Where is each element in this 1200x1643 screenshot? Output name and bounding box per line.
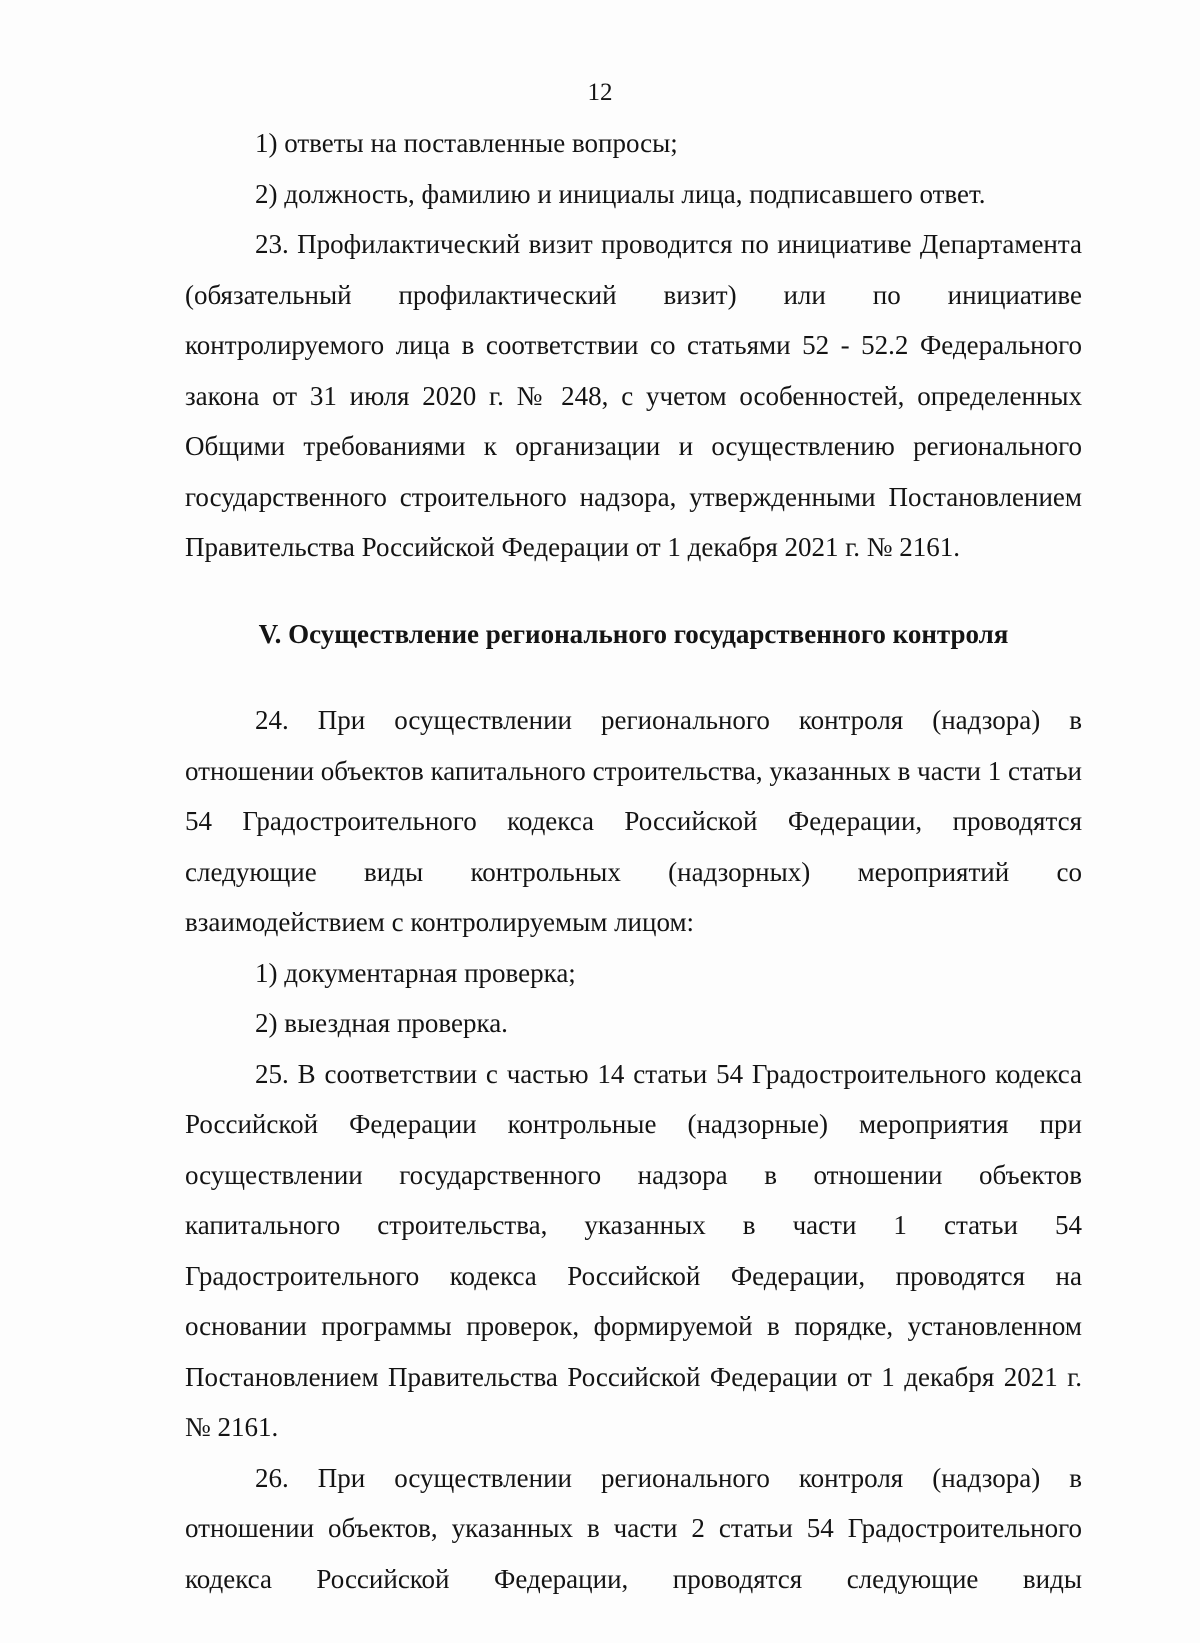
- paragraph-24: 24. При осуществлении регионального контроля (надзора) в отношении объектов капитального строительства, указанных в части 1 статьи 54 Градостроительного кодекса Российской Федерации, проводятся следующие виды контрольных (надзорных) мероприятий со взаимодействием с контролируемым лицом:: [185, 705, 1082, 937]
- list-item-field-check: 2) выездная проверка.: [255, 1008, 508, 1038]
- list-item-documentary-check: 1) документарная проверка;: [255, 957, 576, 988]
- section-heading: V. Осуществление регионального государственного контроля: [258, 618, 1009, 649]
- list-item-answers: 1) ответы на поставленные вопросы;: [255, 128, 678, 158]
- paragraph-26: 26. При осуществлении регионального контроля (надзора) в отношении объектов, указанных в части 2 статьи 54 Градостроительного кодекса Российской Федерации, проводятся следующие виды: [185, 1462, 1082, 1594]
- list-item-signatory: 2) должность, фамилию и инициалы лица, подписавшего ответ.: [255, 178, 986, 209]
- paragraph-23: 23. Профилактический визит проводится по инициативе Департамента (обязательный профилактический визит) или по инициативе контролируемого лица в соответствии со статьями 52 - 52.2 Федерального закона от 31 июля 2020 г. № 248, с учетом особенностей, определенных Общими требованиями к организации и осуществлению регионального государственного строительного надзора, утвержденными Постановлением Правительства Российской Федерации от 1 декабря 2021 г. № 2161.: [185, 229, 1082, 562]
- paragraph-25: 25. В соответствии с частью 14 статьи 54 Градостроительного кодекса Российской Федерации контрольные (надзорные) мероприятия при осуществлении государственного надзора в отношении объектов капитального строительства, указанных в части 1 статьи 54 Градостроительного кодекса Российской Федерации, проводятся на основании программы проверок, формируемой в порядке, установленном Постановлением Правительства Российской Федерации от 1 декабря 2021 г. № 2161.: [185, 1058, 1082, 1442]
- document-body: [185, 118, 1082, 1604]
- page-number: 12: [587, 79, 613, 106]
